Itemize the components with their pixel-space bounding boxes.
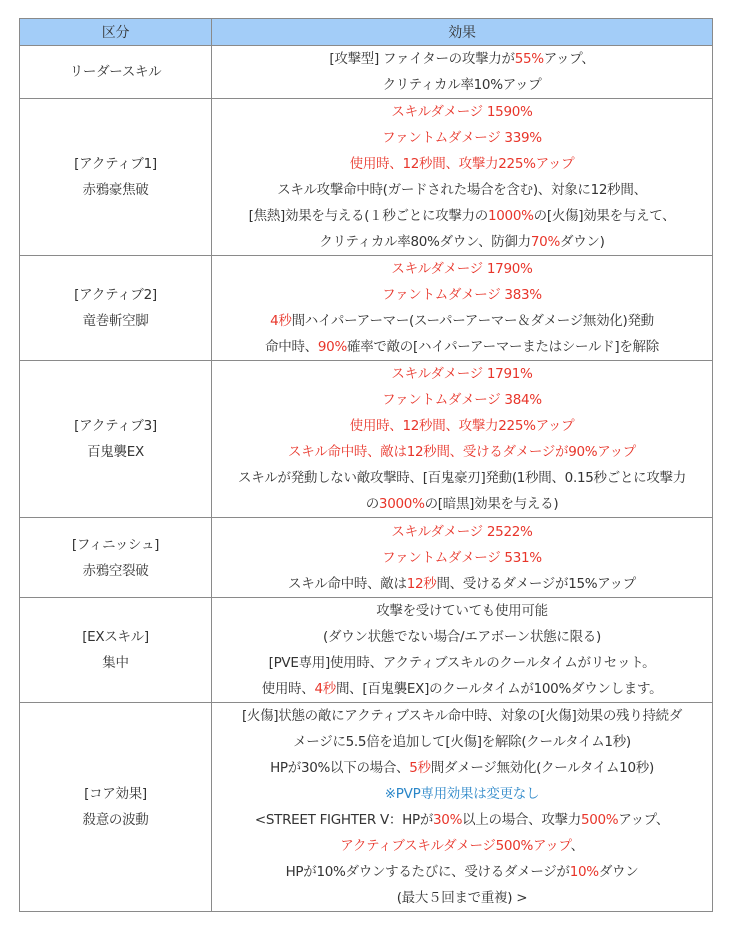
effect-line bbox=[214, 491, 710, 517]
row-category-label: [EXスキル] bbox=[82, 629, 149, 645]
effect-line bbox=[214, 859, 710, 885]
highlighted-value: 1000% bbox=[487, 208, 534, 224]
highlighted-value: 10% bbox=[569, 864, 599, 880]
effect-line bbox=[214, 256, 710, 282]
table-row-finish bbox=[20, 518, 713, 598]
highlighted-value: 4秒 bbox=[314, 681, 336, 697]
effect-text: の[火傷]効果を与えて、 bbox=[533, 208, 676, 224]
table-row-ex-skill bbox=[20, 598, 713, 703]
row-skill-name: 赤鴉豪焦破 bbox=[82, 182, 149, 198]
highlighted-value: 3000% bbox=[378, 496, 425, 512]
highlighted-value: 5秒 bbox=[409, 760, 431, 776]
effect-line bbox=[214, 177, 710, 203]
effect-line bbox=[214, 624, 710, 650]
highlighted-value: スキルダメージ 1590% bbox=[391, 104, 533, 120]
effect-line bbox=[214, 282, 710, 308]
effect-text: 間、受けるダメージが15%アップ bbox=[436, 575, 636, 592]
effect-line bbox=[214, 125, 710, 151]
table-row-active-3 bbox=[20, 361, 713, 518]
effect-line bbox=[214, 413, 710, 439]
effect-line bbox=[214, 439, 710, 465]
table-row-active-1 bbox=[20, 99, 713, 256]
row-label bbox=[20, 256, 212, 361]
highlighted-value: スキル命中時、敵は12秒間、受けるダメージが90%アップ bbox=[288, 444, 636, 460]
row-effect bbox=[212, 361, 713, 518]
table-row-active-2 bbox=[20, 256, 713, 361]
highlighted-value: ファントムダメージ 384% bbox=[382, 392, 542, 408]
effect-line bbox=[214, 885, 710, 911]
effect-text: アップ、 bbox=[543, 51, 595, 67]
row-label bbox=[20, 598, 212, 703]
effect-line bbox=[214, 99, 710, 125]
effect-text: [PVE専用]使用時、アクティブスキルのクールタイムがリセット。 bbox=[268, 655, 656, 671]
effect-text: HPが10%ダウンするたびに、受けるダメージが bbox=[285, 864, 570, 880]
effect-text: <STREET FIGHTER V：HPが bbox=[254, 812, 434, 828]
effect-line bbox=[214, 334, 710, 360]
row-effect bbox=[212, 99, 713, 256]
highlighted-value: 使用時、12秒間、攻撃力225%アップ bbox=[349, 156, 575, 172]
effect-line bbox=[214, 151, 710, 177]
row-category-label: [フィニッシュ] bbox=[71, 536, 160, 553]
effect-text: スキル攻撃命中時(ガードされた場合を含む)、対象に12秒間、 bbox=[277, 182, 647, 198]
table-row-leader-skill bbox=[20, 46, 713, 99]
effect-text: クリティカル率10%アップ bbox=[382, 77, 542, 93]
row-category-label: [アクティブ3] bbox=[74, 418, 157, 434]
effect-line bbox=[214, 465, 710, 491]
effect-text: スキルが発動しない敵攻撃時、[百鬼豪刃]発動(1秒間、0.15秒ごとに攻撃力 bbox=[238, 470, 686, 486]
skill-effects-table bbox=[19, 18, 713, 912]
highlighted-value: 30% bbox=[433, 812, 463, 828]
highlighted-value: 4秒 bbox=[270, 313, 292, 329]
effect-text: 確率で敵の[ハイパーアーマーまたはシールド]を解除 bbox=[347, 339, 659, 355]
header-category: 区分 bbox=[20, 19, 212, 46]
highlighted-value: 500% bbox=[580, 812, 619, 828]
effect-text: 間ハイパーアーマー(スーパーアーマー＆ダメージ無効化)発動 bbox=[291, 313, 654, 329]
row-skill-name: 赤鴉空裂破 bbox=[82, 562, 149, 579]
effect-line bbox=[214, 703, 710, 729]
effect-text: 間、[百鬼襲EX]のクールタイムが100%ダウンします。 bbox=[335, 681, 663, 697]
effect-text: [火傷]状態の敵にアクティブスキル命中時、対象の[火傷]効果の残り持続ダ bbox=[241, 708, 683, 724]
highlighted-value: 70% bbox=[530, 234, 560, 250]
effect-line bbox=[214, 598, 710, 624]
effect-line bbox=[214, 308, 710, 334]
effect-text: HPが30%以下の場合、 bbox=[270, 760, 410, 776]
effect-line bbox=[214, 833, 710, 859]
highlighted-value: 使用時、12秒間、攻撃力225%アップ bbox=[349, 418, 575, 434]
effect-text: アップ、 bbox=[618, 812, 670, 828]
effect-text: 命中時、 bbox=[265, 339, 318, 355]
effect-text: の[暗黒]効果を与える) bbox=[424, 496, 559, 512]
highlighted-value: スキルダメージ 1791% bbox=[391, 366, 533, 382]
highlighted-value: ファントムダメージ 339% bbox=[382, 130, 542, 146]
effect-text: ダウン bbox=[598, 864, 639, 880]
effect-line bbox=[214, 781, 710, 807]
row-skill-name: 集中 bbox=[102, 655, 129, 671]
row-effect bbox=[212, 256, 713, 361]
effect-line bbox=[214, 361, 710, 387]
effect-text: 使用時、 bbox=[261, 681, 315, 697]
highlighted-value: 90% bbox=[317, 339, 347, 355]
highlighted-value: 12秒 bbox=[406, 575, 437, 592]
highlighted-value: アクティブスキルダメージ500%アップ bbox=[340, 838, 571, 854]
row-category-label: [コア効果] bbox=[84, 786, 147, 802]
effect-text: [攻撃型] ファイターの攻撃力が bbox=[329, 51, 515, 67]
effect-line bbox=[214, 519, 710, 545]
effect-text: 攻撃を受けていても使用可能 bbox=[376, 603, 548, 619]
effect-text: 以上の場合、攻撃力 bbox=[462, 812, 581, 828]
row-effect bbox=[212, 46, 713, 99]
effect-line bbox=[214, 807, 710, 833]
highlighted-value: ファントムダメージ 531% bbox=[382, 549, 542, 566]
effect-line bbox=[214, 545, 710, 571]
effect-text: (ダウン状態でない場合/エアボーン状態に限る) bbox=[323, 629, 601, 645]
effect-text: (最大５回まで重複) > bbox=[396, 890, 528, 906]
row-skill-name: 殺意の波動 bbox=[82, 812, 149, 828]
effect-line bbox=[214, 229, 710, 255]
row-effect bbox=[212, 703, 713, 912]
highlighted-value: スキルダメージ 1790% bbox=[391, 261, 533, 277]
table-row-core-effect bbox=[20, 703, 713, 912]
highlighted-value: ファントムダメージ 383% bbox=[382, 287, 542, 303]
effect-text: クリティカル率80%ダウン、防御力 bbox=[319, 234, 531, 250]
effect-line bbox=[214, 571, 710, 597]
row-label bbox=[20, 703, 212, 912]
table-header-row bbox=[20, 19, 713, 46]
row-label bbox=[20, 46, 212, 99]
effect-line bbox=[214, 729, 710, 755]
row-effect bbox=[212, 598, 713, 703]
row-skill-name: 百鬼襲EX bbox=[87, 444, 144, 460]
effect-text: 間ダメージ無効化(クールタイム10秒) bbox=[430, 760, 654, 776]
highlighted-value: スキルダメージ 2522% bbox=[391, 523, 533, 540]
row-label bbox=[20, 361, 212, 518]
effect-text: 、 bbox=[570, 838, 584, 854]
effect-line bbox=[214, 755, 710, 781]
effect-text: メージに5.5倍を追加して[火傷]を解除(クールタイム1秒) bbox=[293, 734, 631, 750]
effect-text: ダウン) bbox=[560, 234, 605, 250]
effect-line bbox=[214, 650, 710, 676]
header-effect: 効果 bbox=[212, 19, 713, 46]
row-label bbox=[20, 518, 212, 598]
row-category-label: リーダースキル bbox=[69, 64, 162, 80]
effect-line bbox=[214, 676, 710, 702]
effect-text: [焦熱]効果を与える(１秒ごとに攻撃力の bbox=[248, 208, 488, 224]
effect-line bbox=[214, 387, 710, 413]
effect-text: の bbox=[365, 496, 379, 512]
effect-text: スキル命中時、敵は bbox=[288, 575, 407, 592]
row-skill-name: 竜巻斬空脚 bbox=[82, 313, 149, 329]
row-effect bbox=[212, 518, 713, 598]
effect-line bbox=[214, 46, 710, 72]
highlighted-value: ※PVP専用効果は変更なし bbox=[384, 786, 540, 802]
highlighted-value: 55% bbox=[514, 51, 544, 67]
row-category-label: [アクティブ1] bbox=[74, 156, 157, 172]
row-label bbox=[20, 99, 212, 256]
row-category-label: [アクティブ2] bbox=[74, 287, 157, 303]
effect-line bbox=[214, 72, 710, 98]
effect-line bbox=[214, 203, 710, 229]
